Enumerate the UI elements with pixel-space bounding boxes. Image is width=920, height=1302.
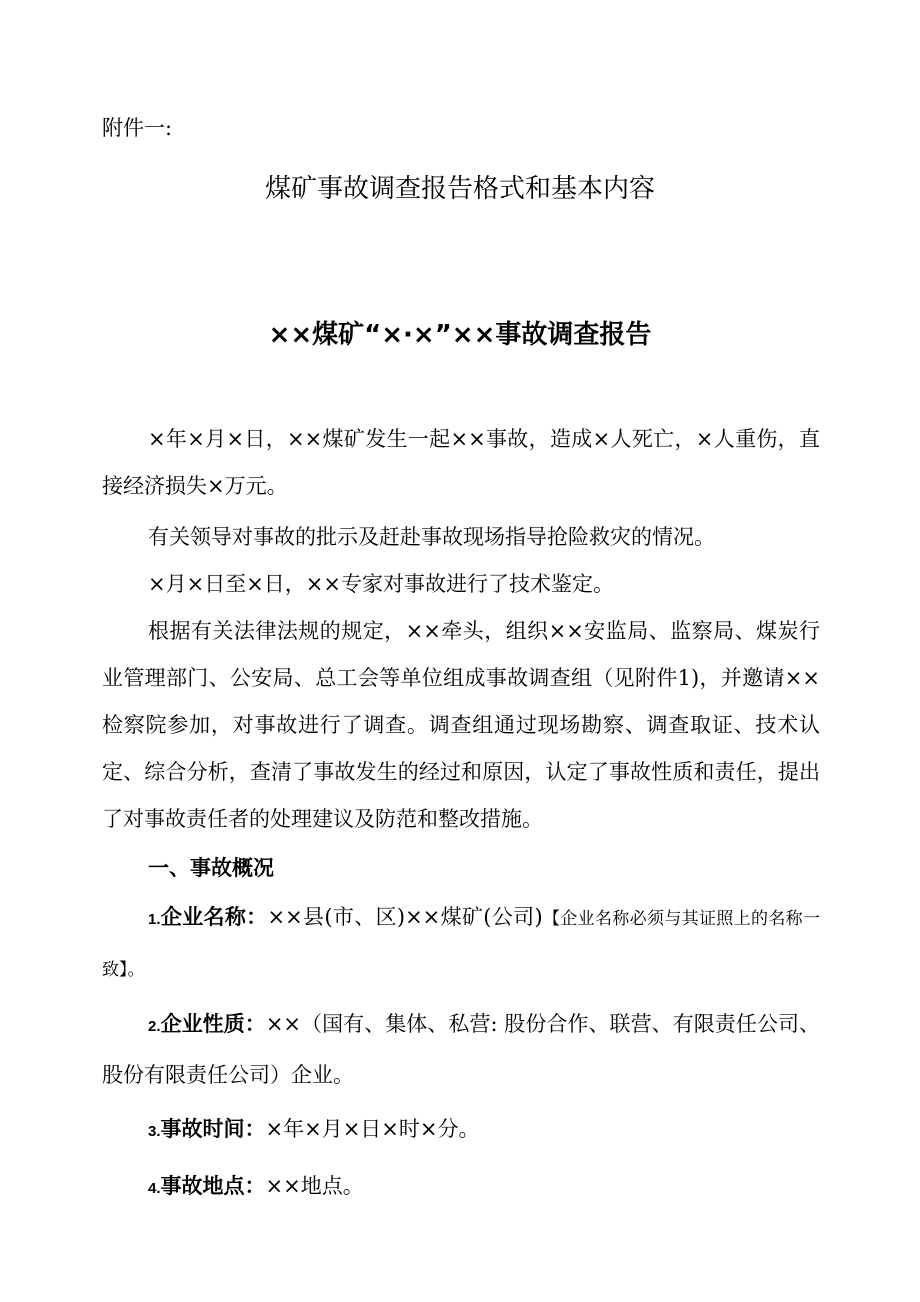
item-label: 事故地点： xyxy=(160,1174,266,1198)
item-accident-location xyxy=(102,1162,820,1213)
item-text: ××县(市、区)××煤矿(公司) xyxy=(267,905,543,929)
attachment-label: 附件一: xyxy=(102,116,173,140)
document-title: 煤矿事故调查报告格式和基本内容 xyxy=(264,174,655,204)
item-label: 事故时间： xyxy=(160,1117,266,1141)
paragraph-summary: ×年×月×日，××煤矿发生一起××事故，造成×人死亡，×人重伤，直接经济损失×万元。 xyxy=(102,427,820,498)
item-label: 企业名称： xyxy=(160,905,268,929)
document-body xyxy=(102,416,820,1219)
item-company-type xyxy=(102,1000,820,1099)
item-text: ××（国有、集体、私营: 股份合作、联营、有限责任公司、股份有限责任公司）企业。 xyxy=(102,1012,820,1087)
item-number: 4. xyxy=(148,1180,161,1197)
item-number: 1. xyxy=(148,911,161,928)
item-text: ××地点。 xyxy=(265,1174,364,1198)
paragraph-leadership: 有关领导对事故的批示及赶赴事故现场指导抢险救灾的情况。 xyxy=(148,525,715,549)
item-label: 企业性质： xyxy=(160,1012,266,1036)
paragraph-investigation: 根据有关法律法规的规定，××牵头，组织××安监局、监察局、煤炭行业管理部门、公安局、总工会等单位组成事故调查组（见附件1)，并邀请××检察院参加，对事故进行了调查。调查组通过现场勘察、调查取证、技术认定、综合分析，查清了事故发生的经过和原因，认定了事故性质和责任，提出了对事故责任者的处理建议及防范和整改措施。 xyxy=(102,619,820,831)
section-heading-overview: 一、事故概况 xyxy=(148,856,274,880)
item-note: 【企业名称必须与其证照上的名称一致】。 xyxy=(102,909,821,980)
item-company-name xyxy=(102,893,820,994)
item-text: ×年×月×日×时×分。 xyxy=(265,1117,480,1141)
item-number: 3. xyxy=(148,1123,161,1140)
item-accident-time xyxy=(102,1105,820,1156)
report-title: ××煤矿“×·×”××事故调查报告 xyxy=(268,320,652,350)
item-number: 2. xyxy=(148,1018,161,1035)
paragraph-expert: ×月×日至×日，××专家对事故进行了技术鉴定。 xyxy=(148,572,614,596)
